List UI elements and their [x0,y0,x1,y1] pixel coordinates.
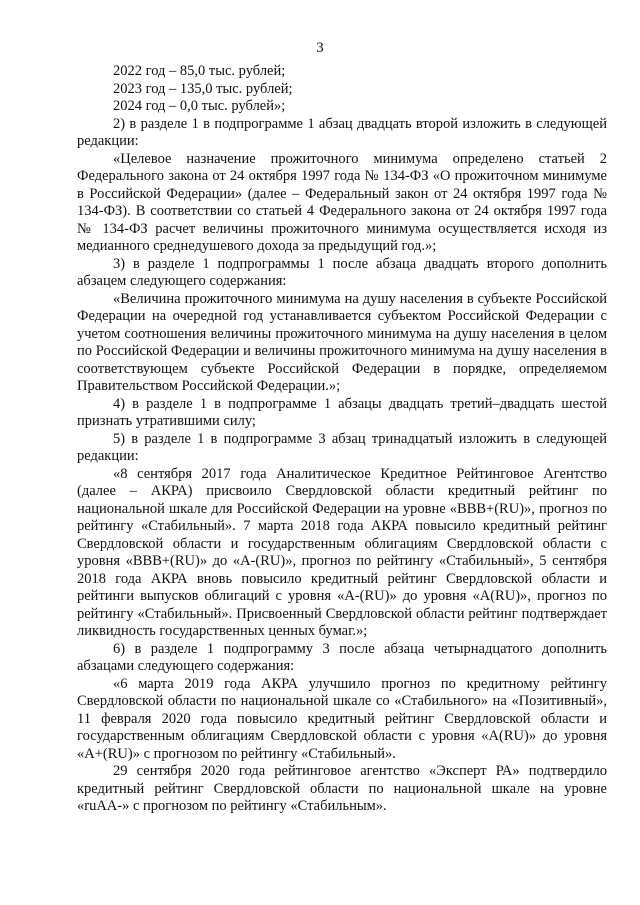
paragraph: 6) в разделе 1 подпрограмму 3 после абзаца четырнадцатого дополнить абзацами следующего содержания: [77,640,607,674]
funding-line: 2024 год – 0,0 тыс. рублей»; [113,98,286,114]
document-body [77,63,607,816]
page-number: 3 [316,40,324,56]
paragraph: «8 сентября 2017 года Аналитическое Кредитное Рейтинговое Агентство (далее – АКРА) присвоило Свердловской области кредитный рейтинг по национальной шкале для Российской Федерации на уровне «BBB+(RU)», прогноз по рейтингу «Стабильный». 7 марта 2018 года АКРА повысило кредитный рейтинг Свердловской области и государственным облигациям Свердловской области с уровня «BBB+(RU)» до «A-(RU)», прогноз по рейтингу «Стабильный», 5 сентября 2018 года АКРА вновь повысило кредитный рейтинг Свердловской области и рейтинги выпусков облигаций с уровня «A-(RU)» до уровня «A(RU)», прогноз по рейтингу «Стабильный». Присвоенный Свердловской области рейтинг подтверждает ликвидность государственных ценных бумаг.»; [77,465,607,639]
paragraph: 3) в разделе 1 подпрограммы 1 после абзаца двадцать второго дополнить абзацем следующего содержания: [77,255,607,289]
funding-line: 2022 год – 85,0 тыс. рублей; [113,63,286,79]
paragraph: «Целевое назначение прожиточного минимума определено статьей 2 Федерального закона от 24 октября 1997 года № 134-ФЗ «О прожиточном минимуме в Российской Федерации» (далее – Федеральный закон от 24 октября 1997 года № 134-ФЗ). В соответствии со статьей 4 Федерального закона от 24 октября 1997 года № 134-ФЗ расчет величины прожиточного минимума осуществляется исходя из медианного среднедушевого дохода за предыдущий год.»; [77,150,607,254]
paragraph: «6 марта 2019 года АКРА улучшило прогноз по кредитному рейтингу Свердловской области по национальной шкале со «Стабильного» на «Позитивный», 11 февраля 2020 года повысило кредитный рейтинг Свердловской области и государственным облигациям Свердловской области с уровня «A(RU)» до уровня «A+(RU)» с прогнозом по рейтингу «Стабильный». [77,675,607,762]
paragraph: 2) в разделе 1 в подпрограмме 1 абзац двадцать второй изложить в следующей редакции: [77,115,607,149]
paragraph: 4) в разделе 1 в подпрограмме 1 абзацы двадцать третий–двадцать шестой признать утратившими силу; [77,395,607,429]
paragraph: 29 сентября 2020 года рейтинговое агентство «Эксперт РА» подтвердило кредитный рейтинг Свердловской области по национальной шкале на уровне «ruAA-» с прогнозом по рейтингу «Стабильным». [77,763,607,814]
paragraph: «Величина прожиточного минимума на душу населения в субъекте Российской Федерации на очередной год устанавливается субъектом Российской Федерации с учетом соотношения величины прожиточного минимума на душу населения в целом по Российской Федерации и величины прожиточного минимума на душу населения в соответствующем субъекте Российской Федерации в порядке, определяемом Правительством Российской Федерации.»; [77,290,607,394]
paragraph: 5) в разделе 1 в подпрограмме 3 абзац тринадцатый изложить в следующей редакции: [77,430,607,464]
funding-line: 2023 год – 135,0 тыс. рублей; [113,80,293,97]
